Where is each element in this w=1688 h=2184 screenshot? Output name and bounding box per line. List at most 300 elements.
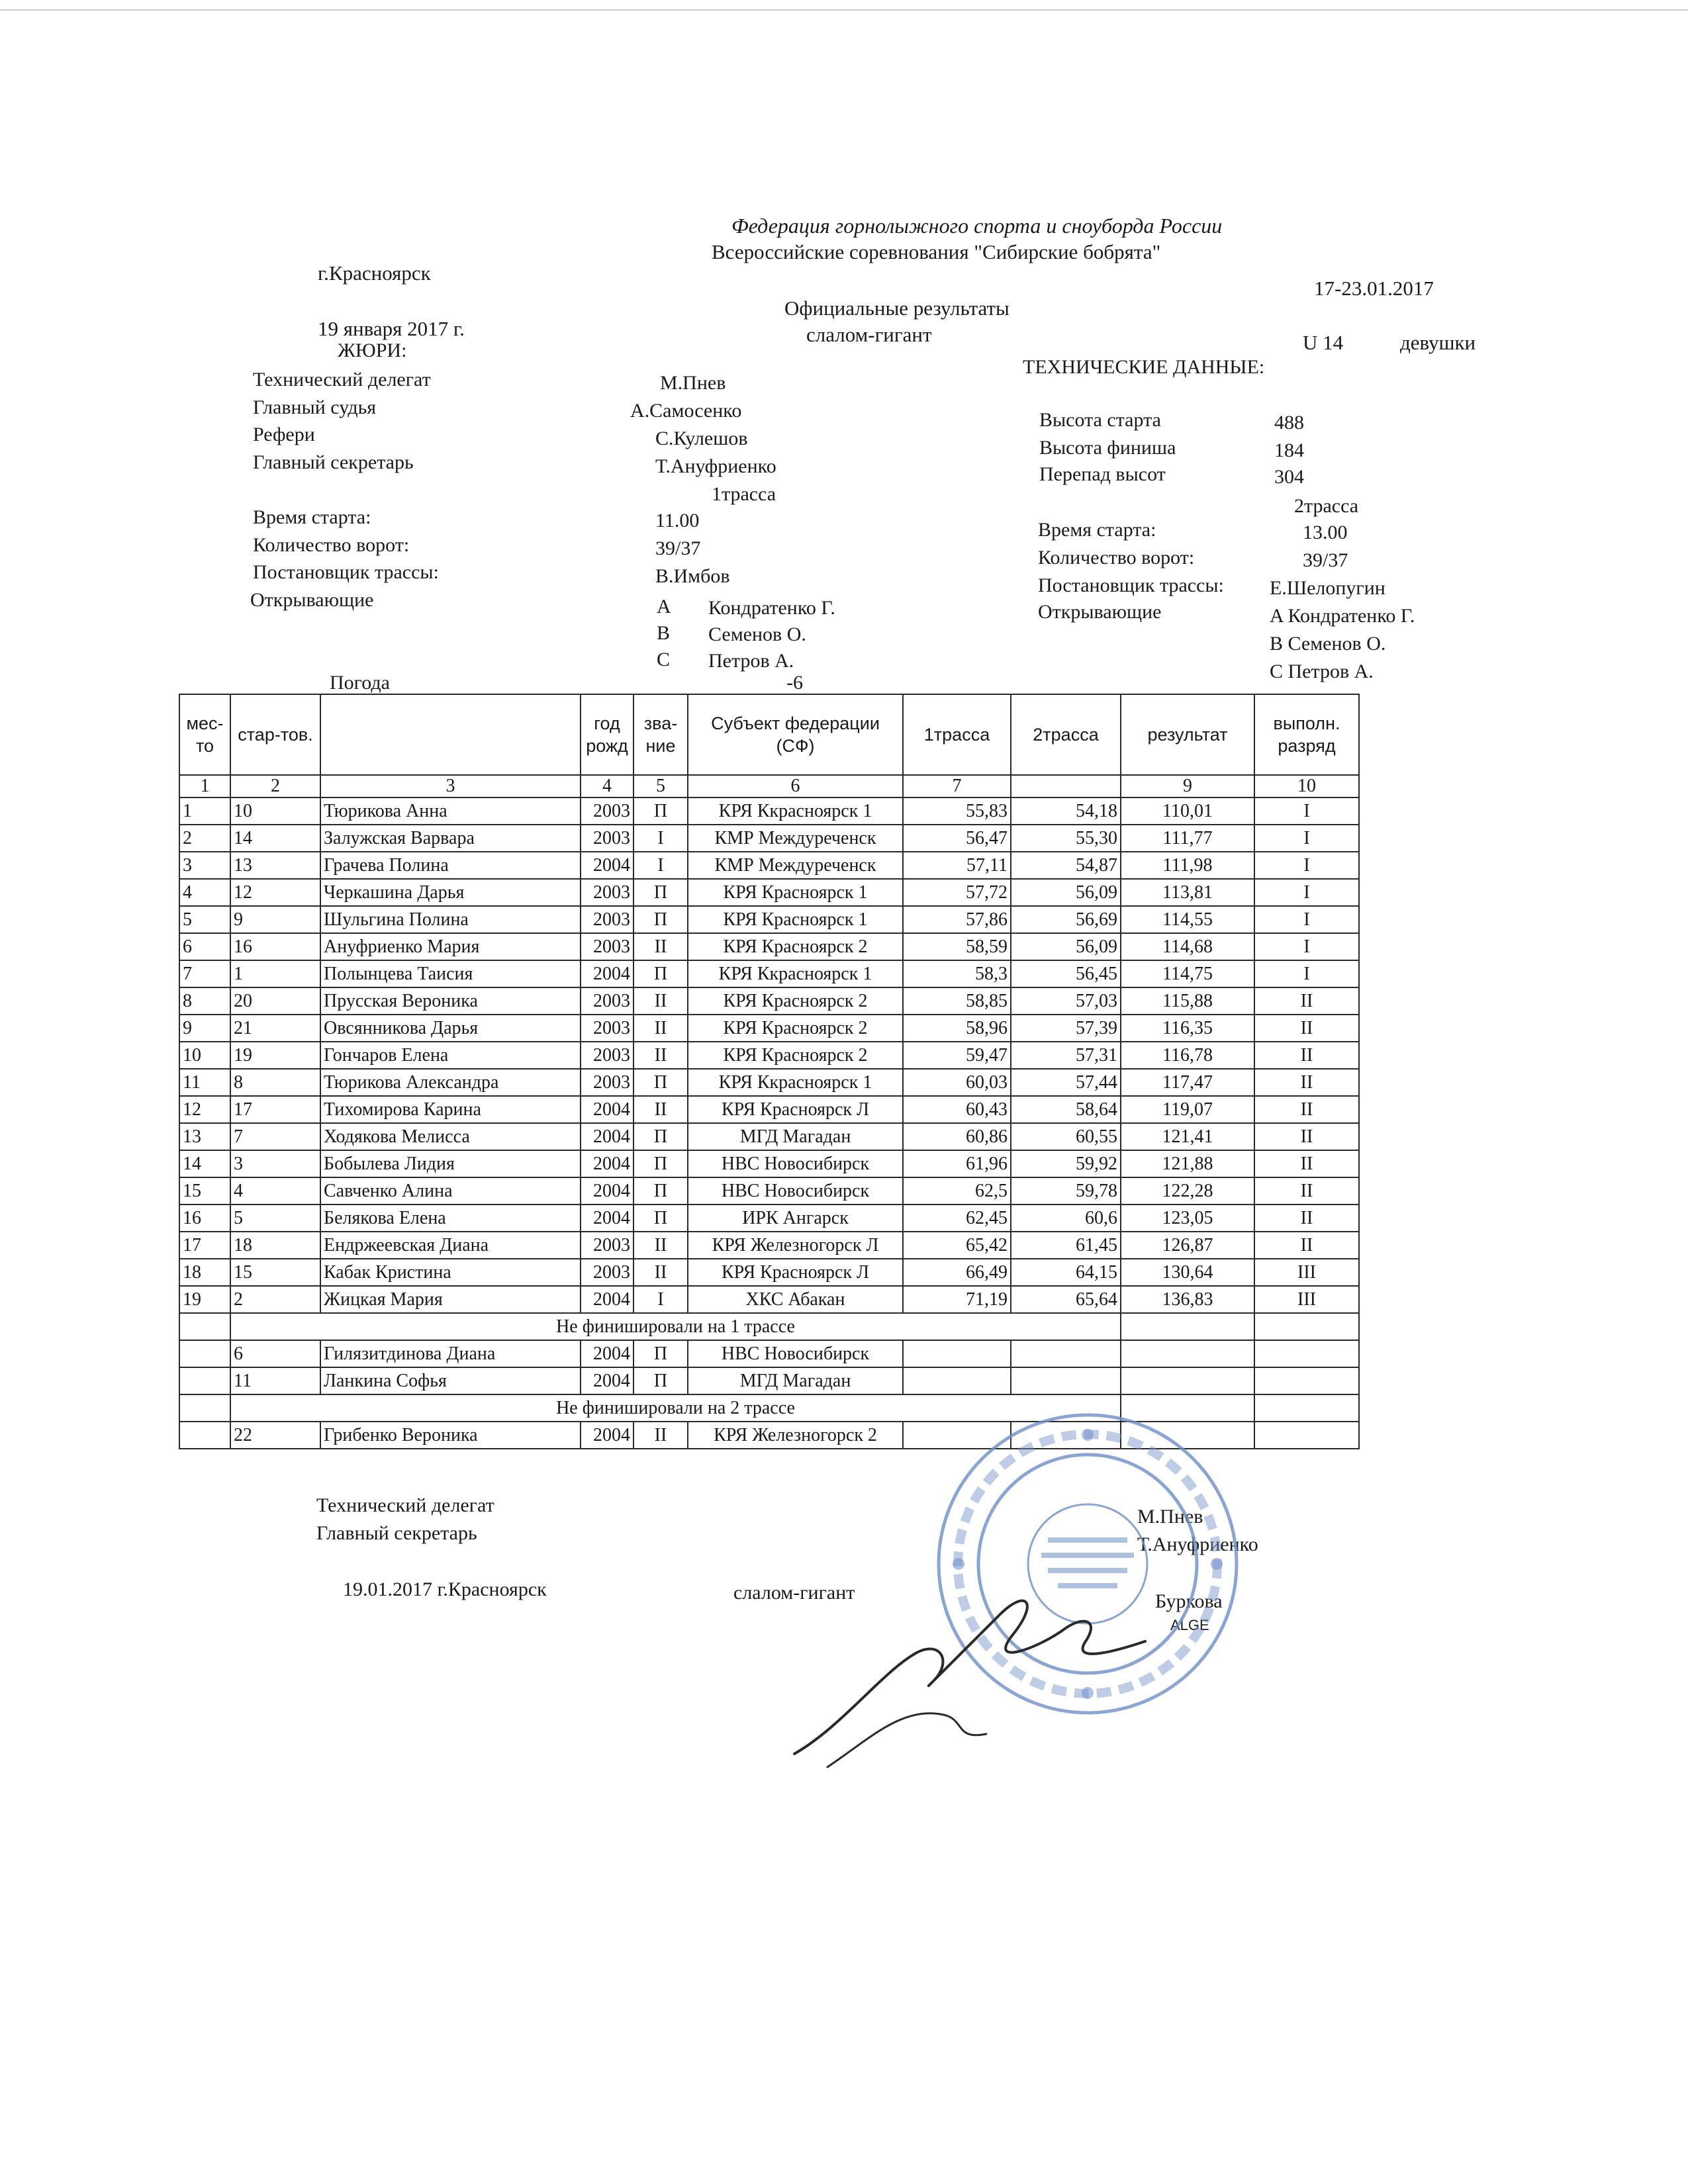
cell-name: Ходякова Мелисса [320, 1123, 581, 1150]
cell-place [179, 1422, 230, 1449]
colnum-8 [1011, 775, 1121, 797]
course1-title: 1трасса [712, 483, 776, 505]
jury-label-referee: Рефери [253, 424, 315, 445]
cell-place: 17 [179, 1232, 230, 1259]
cell-rank: II [633, 1015, 688, 1042]
cell-result: 130,64 [1121, 1259, 1254, 1286]
footer-tech-delegate: М.Пнев [1137, 1506, 1203, 1527]
cell-bib: 9 [230, 906, 320, 933]
cell-place: 14 [179, 1150, 230, 1177]
cell-place: 15 [179, 1177, 230, 1205]
cell-category: I [1254, 933, 1359, 960]
cell-category: II [1254, 1205, 1359, 1232]
cell-run1: 58,59 [903, 933, 1011, 960]
cell-place: 4 [179, 879, 230, 906]
cell-bib: 17 [230, 1096, 320, 1123]
cell-run2: 60,6 [1011, 1205, 1121, 1232]
header-result: результат [1121, 694, 1254, 775]
cell-result: 121,41 [1121, 1123, 1254, 1150]
course1-forerunners-label: Открывающие [250, 589, 374, 611]
colnum-5: 5 [633, 775, 688, 797]
finish-height-label: Высота финиша [1039, 437, 1176, 459]
cell-run2: 56,09 [1011, 933, 1121, 960]
cell-place [179, 1340, 230, 1367]
jury-value-referee: С.Кулешов [655, 428, 748, 449]
cell-rank: II [633, 1096, 688, 1123]
cell-place: 13 [179, 1123, 230, 1150]
cell-year: 2004 [581, 960, 633, 987]
colnum-2: 2 [230, 775, 320, 797]
cell-category [1254, 1367, 1359, 1394]
cell-rank: П [633, 1123, 688, 1150]
cell-rank: П [633, 1367, 688, 1394]
cell-bib: 1 [230, 960, 320, 987]
cell-category: II [1254, 1069, 1359, 1096]
header-run1: 1трасса [903, 694, 1011, 775]
cell-region: НВС Новосибирск [688, 1177, 903, 1205]
cell-category: II [1254, 1123, 1359, 1150]
course2-start-label: Время старта: [1038, 519, 1156, 541]
cell-run1: 58,96 [903, 1015, 1011, 1042]
cell-bib: 18 [230, 1232, 320, 1259]
cell-run1: 57,72 [903, 879, 1011, 906]
cell-result: 111,98 [1121, 852, 1254, 879]
cell-run2: 56,09 [1011, 879, 1121, 906]
jury-label-tech-delegate: Технический делегат [253, 369, 431, 390]
cell-bib: 3 [230, 1150, 320, 1177]
cell-region: КРЯ Красноярск Л [688, 1259, 903, 1286]
table-row [179, 825, 1359, 852]
cell-year: 2004 [581, 1422, 633, 1449]
cell-result: 115,88 [1121, 987, 1254, 1015]
cell-result: 136,83 [1121, 1286, 1254, 1313]
cell-run1: 57,11 [903, 852, 1011, 879]
course1-setter-label: Постановщик трассы: [253, 561, 439, 583]
cell-year: 2004 [581, 1177, 633, 1205]
official-results-title: Официальные результаты [784, 296, 1009, 320]
cell-category [1254, 1422, 1359, 1449]
cell-run1 [903, 1340, 1011, 1367]
jury-value-tech-delegate: М.Пнев [660, 372, 726, 394]
cell-region: КРЯ Красноярск 2 [688, 1042, 903, 1069]
cell-bib: 20 [230, 987, 320, 1015]
cell-place: 11 [179, 1069, 230, 1096]
cell-year: 2004 [581, 1096, 633, 1123]
cell-place: 9 [179, 1015, 230, 1042]
cell-category: II [1254, 1177, 1359, 1205]
cell-bib: 10 [230, 797, 320, 825]
cell-place: 3 [179, 852, 230, 879]
cell-run2: 59,78 [1011, 1177, 1121, 1205]
cell-rank: II [633, 933, 688, 960]
cell-run2: 65,64 [1011, 1286, 1121, 1313]
cell-rank: I [633, 825, 688, 852]
cell-run1: 60,03 [903, 1069, 1011, 1096]
cell-rank: I [633, 852, 688, 879]
footer-tech-delegate-label: Технический делегат [316, 1494, 494, 1516]
footer-secretary: Т.Ануфриенко [1137, 1533, 1258, 1555]
cell-name: Ануфриенко Мария [320, 933, 581, 960]
table-row [179, 797, 1359, 825]
weather-value: -6 [786, 672, 803, 694]
cell-bib: 12 [230, 879, 320, 906]
cell-run1: 55,83 [903, 797, 1011, 825]
cell-year: 2004 [581, 852, 633, 879]
cell-name: Тихомирова Карина [320, 1096, 581, 1123]
cell-place: 18 [179, 1259, 230, 1286]
federation-title: Федерация горнолыжного спорта и сноуборда России [731, 214, 1223, 238]
cell-name: Ланкина Софья [320, 1367, 581, 1394]
course2-setter-label: Постановщик трассы: [1038, 574, 1224, 596]
note-empty-cell [179, 1394, 230, 1422]
jury-label-chief-judge: Главный судья [253, 396, 377, 418]
table-row [179, 1069, 1359, 1096]
cell-run2: 59,92 [1011, 1150, 1121, 1177]
cell-run2 [1011, 1340, 1121, 1367]
cell-region: НВС Новосибирск [688, 1340, 903, 1367]
footer-timing-brand: ALGE [1170, 1617, 1209, 1633]
cell-rank: II [633, 987, 688, 1015]
cell-result: 119,07 [1121, 1096, 1254, 1123]
cell-name: Грибенко Вероника [320, 1422, 581, 1449]
cell-run1: 62,5 [903, 1177, 1011, 1205]
cell-region: ХКС Абакан [688, 1286, 903, 1313]
table-row [179, 906, 1359, 933]
cell-result: 117,47 [1121, 1069, 1254, 1096]
cell-region: КМР Междуреченск [688, 825, 903, 852]
cell-rank: II [633, 1259, 688, 1286]
cell-year: 2004 [581, 1286, 633, 1313]
table-row [179, 1259, 1359, 1286]
cell-bib: 6 [230, 1340, 320, 1367]
table-row [179, 1286, 1359, 1313]
cell-place: 16 [179, 1205, 230, 1232]
cell-region: ИРК Ангарск [688, 1205, 903, 1232]
cell-rank: П [633, 1150, 688, 1177]
cell-place: 5 [179, 906, 230, 933]
start-height-label: Высота старта [1039, 409, 1161, 431]
cell-run2: 57,31 [1011, 1042, 1121, 1069]
cell-rank: I [633, 1286, 688, 1313]
cell-place: 12 [179, 1096, 230, 1123]
header-rank: зва-ние [633, 694, 688, 775]
cell-result: 114,55 [1121, 906, 1254, 933]
table-row [179, 1177, 1359, 1205]
cell-name: Кабак Кристина [320, 1259, 581, 1286]
note-empty-cell [1121, 1313, 1254, 1340]
cell-run2 [1011, 1367, 1121, 1394]
drop: 304 [1274, 466, 1304, 488]
table-row [179, 1096, 1359, 1123]
colnum-4: 4 [581, 775, 633, 797]
course1-forerunner-letter-c: C [657, 649, 671, 670]
cell-category [1254, 1340, 1359, 1367]
cell-name: Белякова Елена [320, 1205, 581, 1232]
cell-rank: II [633, 1232, 688, 1259]
cell-name: Савченко Алина [320, 1177, 581, 1205]
course2-start: 13.00 [1303, 522, 1348, 543]
cell-run2: 56,69 [1011, 906, 1121, 933]
cell-run2: 55,30 [1011, 825, 1121, 852]
cell-category: II [1254, 987, 1359, 1015]
dnf-run1-label-row [179, 1313, 1359, 1340]
course2-forerunner-b: B Семенов О. [1270, 633, 1386, 655]
cell-place: 1 [179, 797, 230, 825]
cell-name: Гончаров Елена [320, 1042, 581, 1069]
drop-label: Перепад высот [1039, 463, 1166, 485]
header-category-achieved: выполн. разряд [1254, 694, 1359, 775]
competition-title: Всероссийские соревнования "Сибирские бобрята" [712, 240, 1161, 263]
course2-forerunners-label: Открывающие [1038, 601, 1162, 623]
cell-bib: 21 [230, 1015, 320, 1042]
cell-place: 6 [179, 933, 230, 960]
cell-category: I [1254, 906, 1359, 933]
course2-forerunner-c: C Петров А. [1270, 660, 1374, 682]
cell-place: 19 [179, 1286, 230, 1313]
course1-forerunner-letter-a: A [657, 596, 671, 617]
table-row [179, 960, 1359, 987]
cell-bib: 13 [230, 852, 320, 879]
colnum-6: 6 [688, 775, 903, 797]
cell-region: КРЯ Железногорск Л [688, 1232, 903, 1259]
table-header-row [179, 694, 1359, 775]
course1-gates-label: Количество ворот: [253, 534, 410, 556]
discipline: слалом-гигант [806, 323, 932, 346]
cell-run2: 54,87 [1011, 852, 1121, 879]
cell-region: КРЯ Красноярск 1 [688, 906, 903, 933]
dates: 17-23.01.2017 [1314, 277, 1434, 300]
cell-result [1121, 1340, 1254, 1367]
cell-category: I [1254, 960, 1359, 987]
technical-title: ТЕХНИЧЕСКИЕ ДАННЫЕ: [1023, 356, 1265, 378]
cell-bib: 5 [230, 1205, 320, 1232]
cell-name: Залужская Варвара [320, 825, 581, 852]
weather-label: Погода [330, 672, 390, 694]
cell-run2: 54,18 [1011, 797, 1121, 825]
cell-bib: 14 [230, 825, 320, 852]
jury-value-chief-judge: А.Самосенко [630, 400, 742, 422]
cell-name: Шульгина Полина [320, 906, 581, 933]
header-run2: 2трасса [1011, 694, 1121, 775]
cell-name: Тюрикова Александра [320, 1069, 581, 1096]
cell-run2: 57,44 [1011, 1069, 1121, 1096]
cell-run1: 56,47 [903, 825, 1011, 852]
cell-region: КРЯ Красноярск 1 [688, 879, 903, 906]
cell-region: КРЯ Красноярск 2 [688, 933, 903, 960]
cell-name: Ендржеевская Диана [320, 1232, 581, 1259]
footer-secretary-label: Главный секретарь [316, 1522, 477, 1544]
cell-rank: II [633, 1422, 688, 1449]
cell-category: II [1254, 1096, 1359, 1123]
cell-region: НВС Новосибирск [688, 1150, 903, 1177]
cell-region: КРЯ Ккрасноярск 1 [688, 960, 903, 987]
cell-name: Бобылева Лидия [320, 1150, 581, 1177]
cell-run1: 58,3 [903, 960, 1011, 987]
table-row [179, 933, 1359, 960]
cell-region: КМР Междуреченск [688, 852, 903, 879]
note-empty-cell [179, 1313, 230, 1340]
course2-gates: 39/37 [1303, 549, 1348, 571]
header-name [320, 694, 581, 775]
cell-name: Черкашина Дарья [320, 879, 581, 906]
cell-region: КРЯ Ккрасноярск 1 [688, 797, 903, 825]
cell-name: Полынцева Таисия [320, 960, 581, 987]
table-column-numbers [179, 775, 1359, 797]
cell-category: II [1254, 1150, 1359, 1177]
cell-category: I [1254, 797, 1359, 825]
cell-region: КРЯ Железногорск 2 [688, 1422, 903, 1449]
cell-name: Гилязитдинова Диана [320, 1340, 581, 1367]
cell-year: 2004 [581, 1340, 633, 1367]
table-row-dnf1 [179, 1367, 1359, 1394]
cell-run1: 71,19 [903, 1286, 1011, 1313]
signature [788, 1575, 1158, 1774]
cell-result: 116,35 [1121, 1015, 1254, 1042]
cell-run2: 57,39 [1011, 1015, 1121, 1042]
header-year: год рожд [581, 694, 633, 775]
table-row [179, 987, 1359, 1015]
cell-run1: 65,42 [903, 1232, 1011, 1259]
colnum-10: 10 [1254, 775, 1359, 797]
cell-bib: 16 [230, 933, 320, 960]
cell-year: 2003 [581, 879, 633, 906]
cell-year: 2004 [581, 1123, 633, 1150]
cell-result: 116,78 [1121, 1042, 1254, 1069]
cell-rank: П [633, 1205, 688, 1232]
dnf-run1-label: Не финишировали на 1 трассе [230, 1313, 1121, 1340]
cell-rank: П [633, 1340, 688, 1367]
cell-bib: 4 [230, 1177, 320, 1205]
race-date: 19 января 2017 г. [318, 317, 465, 340]
course2-forerunner-a: A Кондратенко Г. [1270, 605, 1415, 627]
cell-rank: II [633, 1042, 688, 1069]
cell-run1 [903, 1367, 1011, 1394]
cell-category: I [1254, 825, 1359, 852]
colnum-1: 1 [179, 775, 230, 797]
cell-year: 2003 [581, 933, 633, 960]
jury-label-secretary: Главный секретарь [253, 451, 414, 473]
cell-place: 7 [179, 960, 230, 987]
table-row [179, 1150, 1359, 1177]
cell-result: 111,77 [1121, 825, 1254, 852]
cell-place: 10 [179, 1042, 230, 1069]
cell-result: 122,28 [1121, 1177, 1254, 1205]
course1-forerunner-c: Петров А. [708, 650, 794, 672]
cell-year: 2004 [581, 1150, 633, 1177]
cell-run2: 61,45 [1011, 1232, 1121, 1259]
cell-rank: П [633, 797, 688, 825]
colnum-3: 3 [320, 775, 581, 797]
cell-place: 2 [179, 825, 230, 852]
cell-run1: 57,86 [903, 906, 1011, 933]
cell-result [1121, 1367, 1254, 1394]
cell-rank: П [633, 879, 688, 906]
cell-year: 2003 [581, 906, 633, 933]
finish-height: 184 [1274, 439, 1304, 461]
header-region: Субъект федерации (СФ) [688, 694, 903, 775]
jury-value-secretary: Т.Ануфриенко [655, 455, 776, 477]
cell-run2: 58,64 [1011, 1096, 1121, 1123]
cell-result: 121,88 [1121, 1150, 1254, 1177]
cell-region: МГД Магадан [688, 1367, 903, 1394]
colnum-9: 9 [1121, 775, 1254, 797]
cell-name: Прусская Вероника [320, 987, 581, 1015]
cell-place: 8 [179, 987, 230, 1015]
cell-region: КРЯ Красноярск 2 [688, 1015, 903, 1042]
cell-year: 2003 [581, 987, 633, 1015]
results-table [179, 694, 1360, 1449]
cell-bib: 22 [230, 1422, 320, 1449]
cell-run1: 59,47 [903, 1042, 1011, 1069]
cell-run1: 62,45 [903, 1205, 1011, 1232]
category: U 14 [1303, 331, 1344, 354]
cell-rank: П [633, 960, 688, 987]
course1-forerunner-a: Кондратенко Г. [708, 597, 835, 619]
cell-region: КРЯ Красноярск 2 [688, 987, 903, 1015]
cell-region: КРЯ Красноярск Л [688, 1096, 903, 1123]
cell-name: Овсянникова Дарья [320, 1015, 581, 1042]
cell-bib: 11 [230, 1367, 320, 1394]
cell-category: II [1254, 1015, 1359, 1042]
course1-forerunner-letter-b: B [657, 622, 671, 644]
cell-result: 110,01 [1121, 797, 1254, 825]
cell-bib: 8 [230, 1069, 320, 1096]
table-row [179, 1232, 1359, 1259]
cell-category: I [1254, 879, 1359, 906]
cell-bib: 7 [230, 1123, 320, 1150]
course1-forerunner-b: Семенов О. [708, 623, 806, 645]
cell-category: I [1254, 852, 1359, 879]
course2-setter: Е.Шелопугин [1270, 577, 1385, 599]
cell-category: III [1254, 1259, 1359, 1286]
cell-year: 2003 [581, 1069, 633, 1096]
table-row [179, 1205, 1359, 1232]
course1-setter: В.Имбов [655, 565, 730, 587]
cell-year: 2003 [581, 1042, 633, 1069]
cell-result: 126,87 [1121, 1232, 1254, 1259]
cell-region: КРЯ Ккрасноярск 1 [688, 1069, 903, 1096]
cell-result: 113,81 [1121, 879, 1254, 906]
cell-place [179, 1367, 230, 1394]
note-empty-cell [1254, 1313, 1359, 1340]
cell-year: 2003 [581, 825, 633, 852]
cell-year: 2003 [581, 797, 633, 825]
city: г.Красноярск [318, 261, 431, 285]
header-place: мес-то [179, 694, 230, 775]
cell-category: II [1254, 1042, 1359, 1069]
cell-run1: 60,86 [903, 1123, 1011, 1150]
table-row [179, 1015, 1359, 1042]
table-row [179, 852, 1359, 879]
cell-run2: 56,45 [1011, 960, 1121, 987]
gender: девушки [1400, 331, 1476, 354]
cell-name: Тюрикова Анна [320, 797, 581, 825]
table-row [179, 879, 1359, 906]
cell-bib: 15 [230, 1259, 320, 1286]
cell-year: 2003 [581, 1015, 633, 1042]
table-row [179, 1123, 1359, 1150]
footer-timer-name: Буркова [1155, 1590, 1223, 1612]
cell-result: 114,75 [1121, 960, 1254, 987]
cell-run1: 60,43 [903, 1096, 1011, 1123]
cell-rank: П [633, 906, 688, 933]
cell-run2: 64,15 [1011, 1259, 1121, 1286]
cell-year: 2004 [581, 1205, 633, 1232]
cell-name: Жицкая Мария [320, 1286, 581, 1313]
page-top-edge [0, 9, 1688, 11]
table-row-dnf1 [179, 1340, 1359, 1367]
cell-run1: 61,96 [903, 1150, 1011, 1177]
